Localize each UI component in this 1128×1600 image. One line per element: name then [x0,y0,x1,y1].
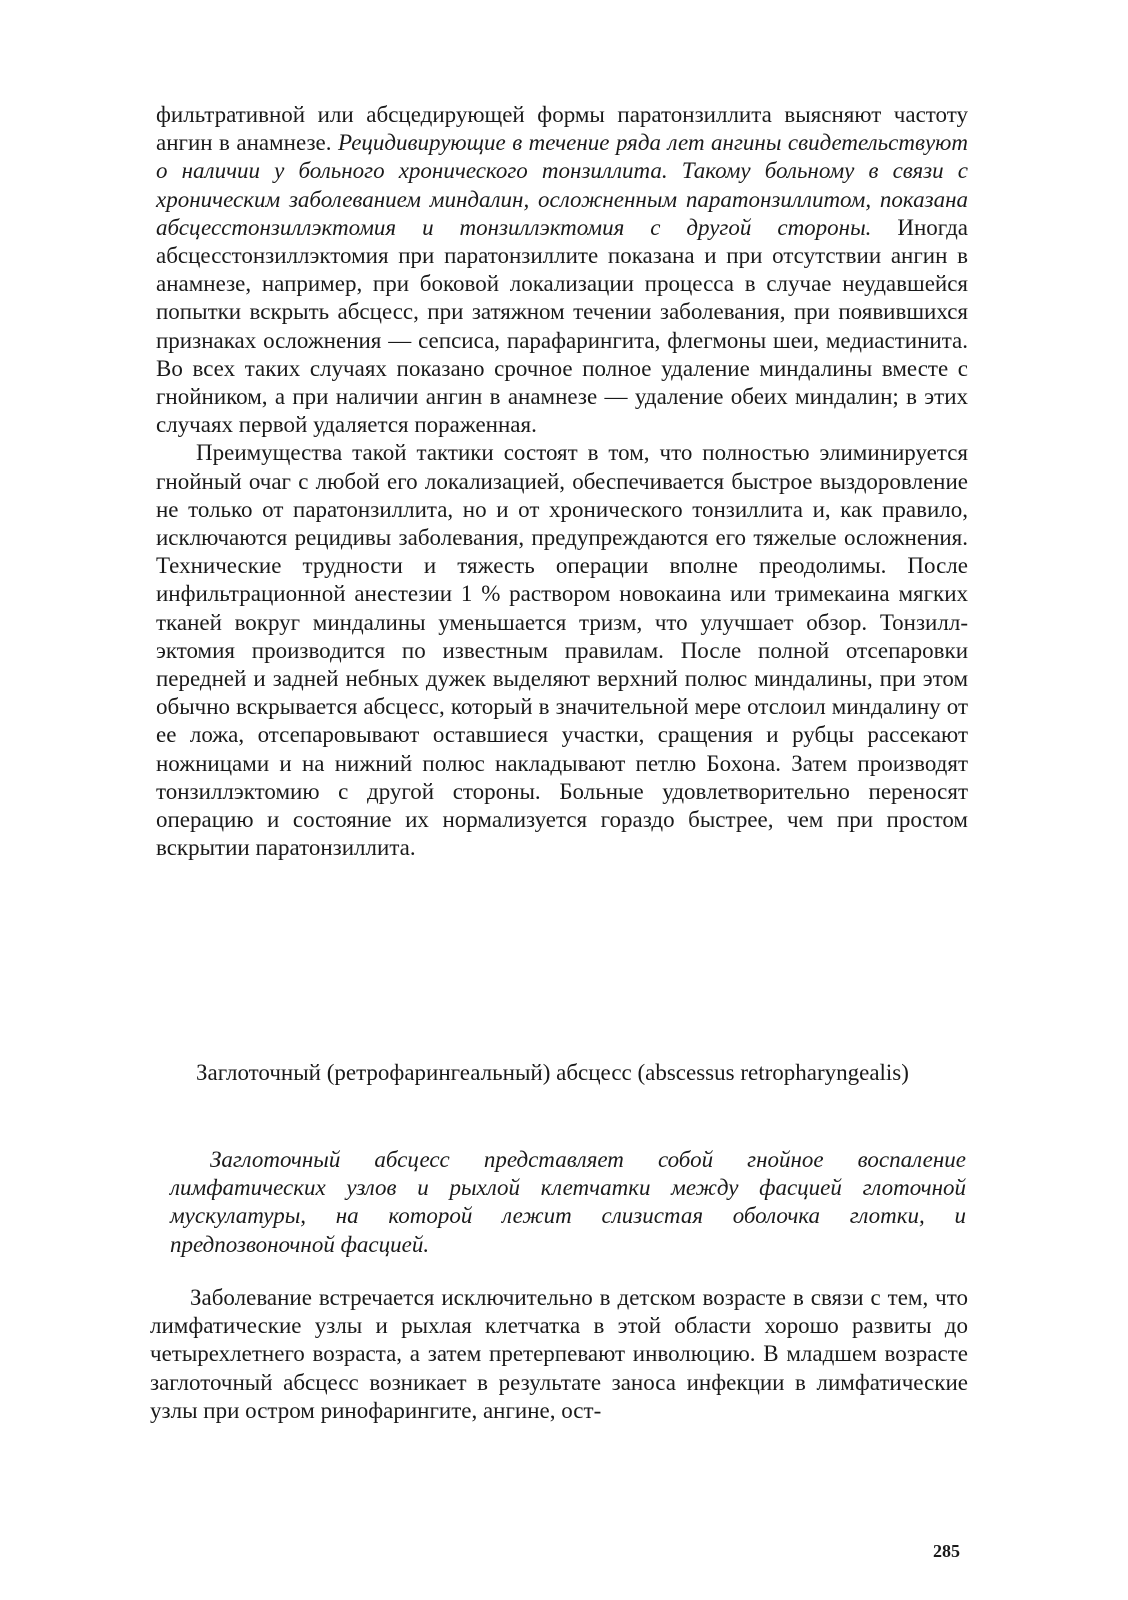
page-number: 285 [933,1541,960,1561]
paragraph-disease-age: Заболевание встречается исключительно в детском возрасте в связи с тем, что лимфатические узлы и рыхлая клетчатка в этой области хорошо развиты до четырехлетнего возраста, а затем претерпевают инволюцию. В младшем возрасте заглоточный абсцесс возникает в результате заноса инфекции в лимфатические узлы при остром ринофарингите, ангине, ост- [150,1285,968,1423]
paragraph-rest-text: Иногда абсцесстонзиллэктомия при паратонзиллите показана и при отсутствии ангин в анамнезе, например, при боковой локализации процесса в случае неудавшейся попытки вскрыть абсцесс, при затяжном течении заболевания, при появившихся признаках осложнения — сепсиса, парафарингита, флегмоны шеи, медиастинита. Во всех таких случаях показано срочное полное удаление миндалины вместе с гнойником, а при наличии ангин в анамнезе — удаление обеих миндалин; в этих случаях первой удаляется пораженная. [156,214,968,438]
definition-block [170,1146,966,1259]
paragraph-tactics-advantages: Преимущества такой тактики состоят в том, что полностью элиминируется гнойный очаг с любой его локализацией, обеспечивается быстрое выздоровление не только от паратонзиллита, но и от хронического тонзиллита и, как правило, исключаются рецидивы заболевания, предупреждаются его тяжелые осложнения. Технические трудности и тяжесть операции вполне преодолимы. После инфильтрационной анестезии 1 % раствором новокаина или тримекаина мягких тканей вокруг миндалины уменьшается тризм, что улучшает обзор. Тонзиллэктомия производится по известным правилам. После полной отсепаровки передней и задней небных дужек выделяют верхний полюс миндалины, при этом обычно вскрывается абсцесс, который в значительной мере отслоил миндалину от ее ложа, отсепаровывают оставшиеся участки, сращения и рубцы рассекают ножницами и на нижний полюс накладывают петлю Бохона. Затем производят тонзиллэктомию с другой стороны. Больные удовлетворительно переносят операцию и состояние их нормализуется гораздо быстрее, чем при простом вскрытии паратонзиллита. [156,440,968,861]
definition-text: Заглоточный абсцесс представляет собой гнойное воспаление лимфатических узлов и рыхлой клетчатки между фасцией глоточной мускулатуры, на которой лежит слизистая оболочка глотки, и предпозвоночной фасцией. [170,1147,966,1257]
paragraph-intro-text: фильтративной или абсцедирующей формы паратонзиллита выясняют частоту ангин в анамнезе. [156,102,968,156]
section-title-block [156,1059,968,1087]
paragraph-tonsillectomy-indications [156,101,968,439]
main-text-bottom [150,1284,968,1425]
main-text-top [156,101,968,862]
paragraph-emphasis-text: Рецидивирующие в течение ряда лет ангины свидетельствуют о наличии у больного хронического тонзиллита. Такому больному в связи с хроническим заболеванием миндалин, осложненным паратонзиллитом, показана абсцесстонзиллэктомия и тонзиллэктомия с другой стороны. [156,130,968,240]
section-title: Заглоточный (ретрофарингеальный) абсцесс (abscessus retropharyngealis) [196,1060,909,1085]
